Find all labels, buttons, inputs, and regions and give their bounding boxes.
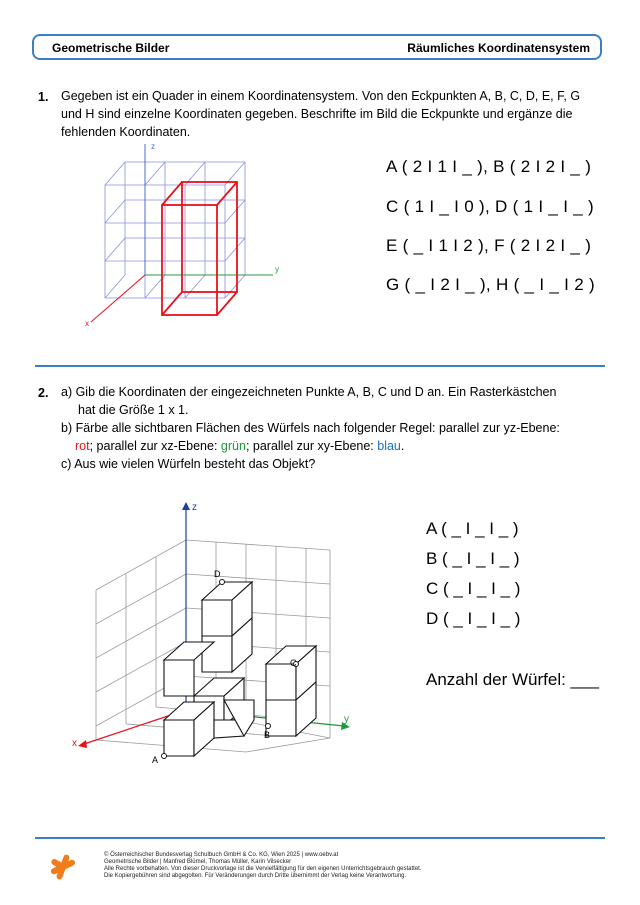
- point-a: [162, 754, 167, 759]
- footer-line-2: Geometrische Bilder | Manfred Blümel, Thomas Müller, Karin Vilsecker: [104, 859, 292, 865]
- point-b: [266, 724, 271, 729]
- footer-line-4: Die Kopiergebühren sind abgegolten. Für Veränderungen durch Dritte übernimmt der Verlag keine Verantwortung.: [104, 873, 407, 879]
- task2-coord-d: D ( _ I _ I _ ): [426, 609, 521, 628]
- y-axis-label: y: [275, 265, 279, 274]
- publisher-logo: [48, 852, 78, 882]
- task2-line-a2: hat die Größe 1 x 1.: [78, 403, 189, 417]
- color-word-green: grün: [220, 439, 246, 453]
- footer-line-1: © Österreichischer Bundesverlag Schulbuch GmbH & Co. KG, Wien 2025 | www.oebv.at: [104, 852, 339, 858]
- end-dot: .: [400, 439, 405, 453]
- color-word-blue: blau: [377, 439, 401, 453]
- red-cuboid: [162, 182, 237, 315]
- z-axis-label: z: [151, 142, 155, 151]
- task2-number: 2.: [38, 386, 49, 400]
- task1-coord-line-3: E ( _ I 1 I 2 ), F ( 2 I 2 I _ ): [386, 236, 592, 255]
- point-label-c: C: [290, 658, 297, 668]
- z-axis-label: z: [192, 502, 197, 513]
- page-header: [32, 34, 602, 60]
- point-label-d: D: [214, 569, 221, 579]
- header-topic: Räumliches Koordinatensystem: [407, 41, 590, 55]
- task1-coord-line-2: C ( 1 I _ I 0 ), D ( 1 I _ I _ ): [386, 197, 594, 216]
- color-word-red: rot: [75, 439, 90, 453]
- x-axis: [91, 275, 145, 322]
- footer-text: [104, 852, 422, 880]
- point-d: [220, 580, 225, 585]
- task1-line-2: und H sind einzelne Koordinaten gegeben. Beschrifte im Bild die Eckpunkte und ergänze die: [61, 107, 573, 121]
- task2-line-c: c) Aus wie vielen Würfeln besteht das Objekt?: [61, 457, 316, 471]
- task1-number: 1.: [38, 90, 49, 104]
- task2-coord-a: A ( _ I _ I _ ): [426, 519, 519, 538]
- task1-line-3: fehlenden Koordinaten.: [61, 125, 191, 139]
- task2-cube-diagram: [68, 500, 358, 775]
- sep-1: ; parallel zur xz-Ebene:: [89, 439, 221, 453]
- cube-count-label: Anzahl der Würfel: ___: [426, 670, 599, 689]
- task1-line-1: Gegeben ist ein Quader in einem Koordinatensystem. Von den Eckpunkten A, B, C, D, E, F, G: [61, 89, 581, 103]
- task2-coord-b: B ( _ I _ I _ ): [426, 549, 520, 568]
- point-label-a: A: [152, 755, 159, 765]
- x-axis-label: x: [85, 319, 89, 328]
- task1-text: [61, 87, 580, 141]
- footer-divider: [35, 837, 605, 839]
- sep-2: ; parallel zur xy-Ebene:: [245, 439, 378, 453]
- x-axis-label: x: [72, 738, 77, 749]
- task1-coord-line-4: G ( _ I 2 I _ ), H ( _ I _ I 2 ): [386, 275, 595, 294]
- task2-line-b1: b) Färbe alle sichtbaren Flächen des Würfels nach folgender Regel: parallel zur yz-Ebene:: [61, 421, 560, 435]
- point-label-b: B: [264, 730, 271, 740]
- task2-coord-c: C ( _ I _ I _ ): [426, 579, 521, 598]
- task2-line-a1: a) Gib die Koordinaten der eingezeichneten Punkte A, B, C und D an. Ein Rasterkästchen: [61, 385, 557, 399]
- task1-cuboid-diagram: [85, 140, 285, 340]
- y-axis-label: y: [344, 714, 349, 725]
- section-divider: [35, 365, 605, 367]
- footer-line-3: Alle Rechte vorbehalten. Von dieser Druckvorlage ist die Vervielfältigung für den eigenen Unterrichtsgebrauch gestattet.: [104, 866, 422, 872]
- task1-coord-line-1: A ( 2 I 1 I _ ), B ( 2 I 2 I _ ): [386, 157, 592, 176]
- task2-line-b2: [75, 437, 404, 455]
- header-title: Geometrische Bilder: [52, 41, 170, 55]
